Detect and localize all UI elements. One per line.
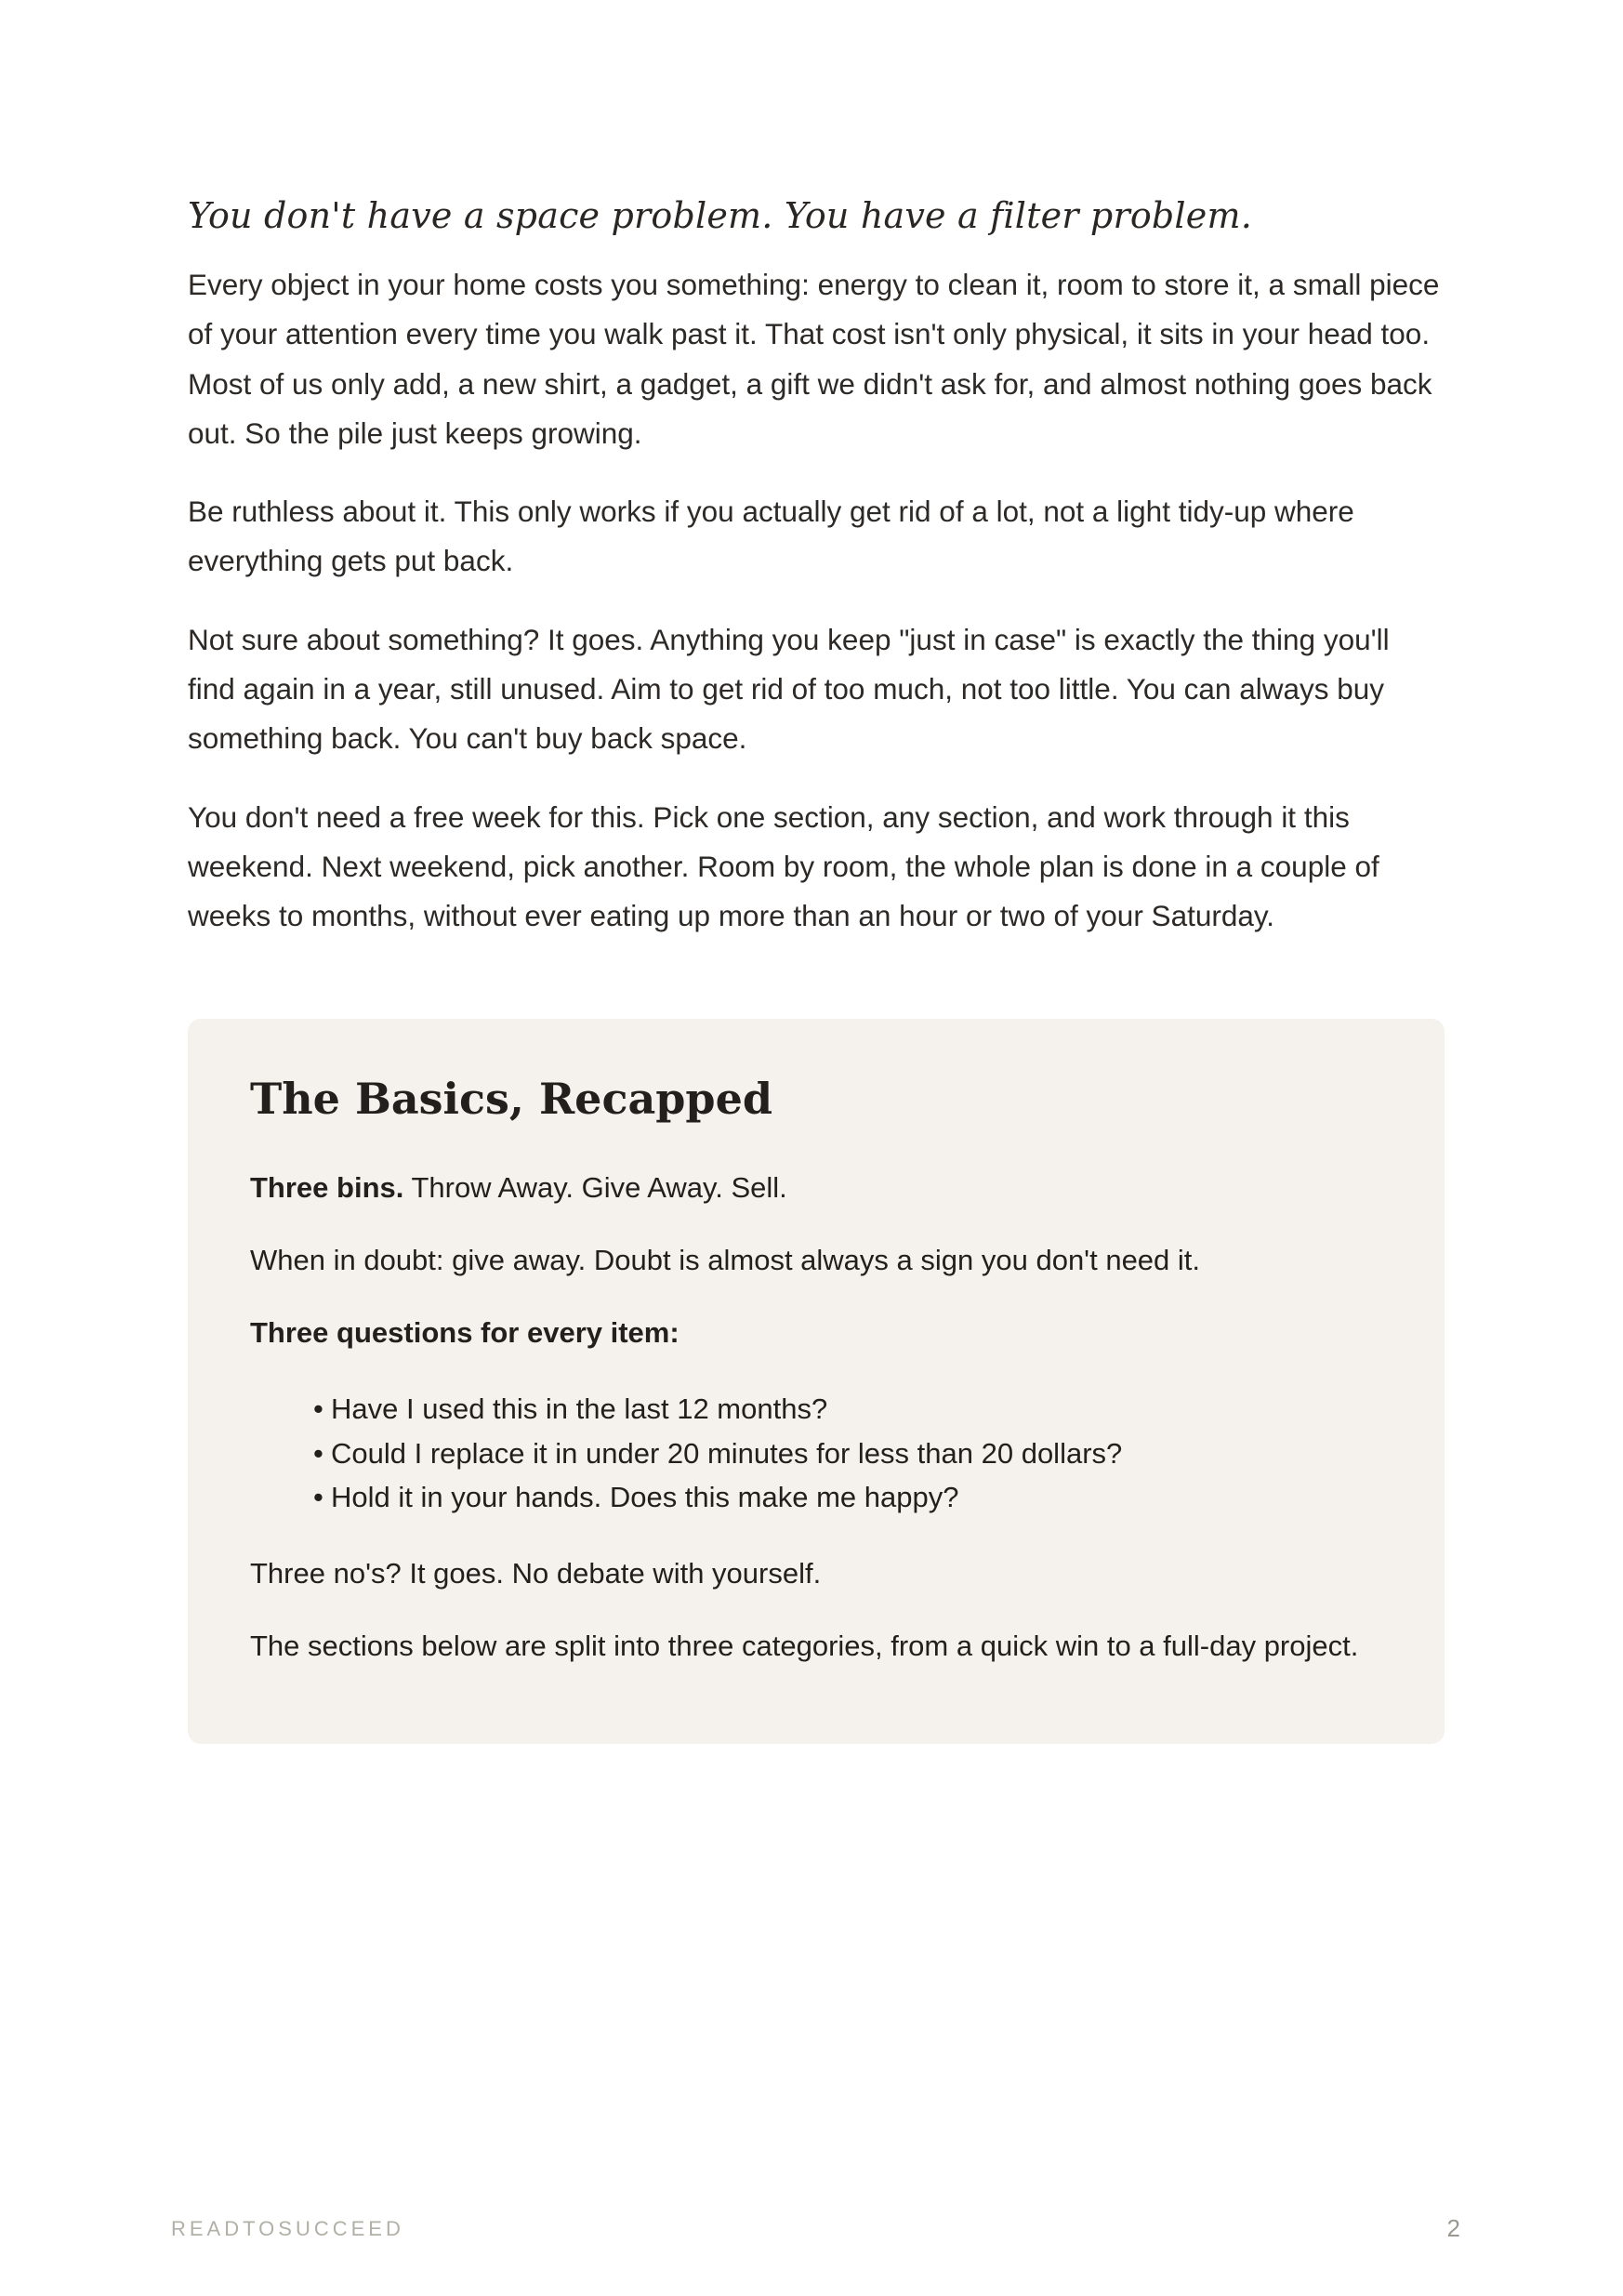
intro-paragraph: Every object in your home costs you something: energy to clean it, room to store it, a small piece of your attention every time you walk past it. That cost isn't only physical, it sits in your head too. Most of us only add, a new shirt, a gadget, a gift we didn't ask for, and almost nothing goes back out. So the pile just keeps growing. bbox=[188, 268, 1440, 450]
bins-line bbox=[250, 1169, 1382, 1207]
question-text: Have I used this in the last 12 months? bbox=[331, 1392, 828, 1425]
recap-title: The Basics, Recapped bbox=[250, 1074, 773, 1124]
bullet-icon: • bbox=[313, 1436, 323, 1470]
bullet-icon: • bbox=[313, 1392, 323, 1425]
intro-section bbox=[188, 182, 1445, 970]
question-item bbox=[313, 1475, 1382, 1520]
question-item bbox=[313, 1387, 1382, 1432]
intro-paragraph: You don't need a free week for this. Pick one section, any section, and work through it this weekend. Next weekend, pick another. Room by room, the whole plan is done in a couple of weeks to months, without ever eating up more than an hour or two of your Saturday. bbox=[188, 799, 1379, 933]
questions-list bbox=[250, 1387, 1382, 1520]
questions-label bbox=[250, 1314, 1382, 1352]
question-text: Could I replace it in under 20 minutes for less than 20 dollars? bbox=[331, 1436, 1123, 1470]
intro-paragraph: Be ruthless about it. This only works if you actually get rid of a lot, not a light tidy-up where everything gets put back. bbox=[188, 495, 1354, 578]
questions-label-text: Three questions for every item: bbox=[250, 1316, 680, 1349]
verdict-line: Three no's? It goes. No debate with yourself. bbox=[250, 1556, 822, 1590]
question-item bbox=[313, 1432, 1382, 1476]
bins-label: Three bins. bbox=[250, 1171, 404, 1204]
sections-line: The sections below are split into three categories, from a quick win to a full-day project. bbox=[250, 1629, 1359, 1662]
intro-paragraph: Not sure about something? It goes. Anything you keep "just in case" is exactly the thing you'll find again in a year, still unused. Aim to get rid of too much, not too little. You can always buy something back. You can't buy back space. bbox=[188, 622, 1390, 756]
bins-text: Throw Away. Give Away. Sell. bbox=[411, 1171, 787, 1204]
doubt-line: When in doubt: give away. Doubt is almost always a sign you don't need it. bbox=[250, 1244, 1201, 1276]
bullet-icon: • bbox=[313, 1481, 323, 1513]
footer-brand: READTOSUCCEED bbox=[171, 2217, 404, 2240]
page-number: 2 bbox=[1446, 2214, 1460, 2242]
recap-box bbox=[188, 1019, 1445, 1744]
lead-heading: You don't have a space problem. You have a filter problem. bbox=[188, 195, 1252, 236]
question-text: Hold it in your hands. Does this make me happy? bbox=[331, 1481, 959, 1513]
